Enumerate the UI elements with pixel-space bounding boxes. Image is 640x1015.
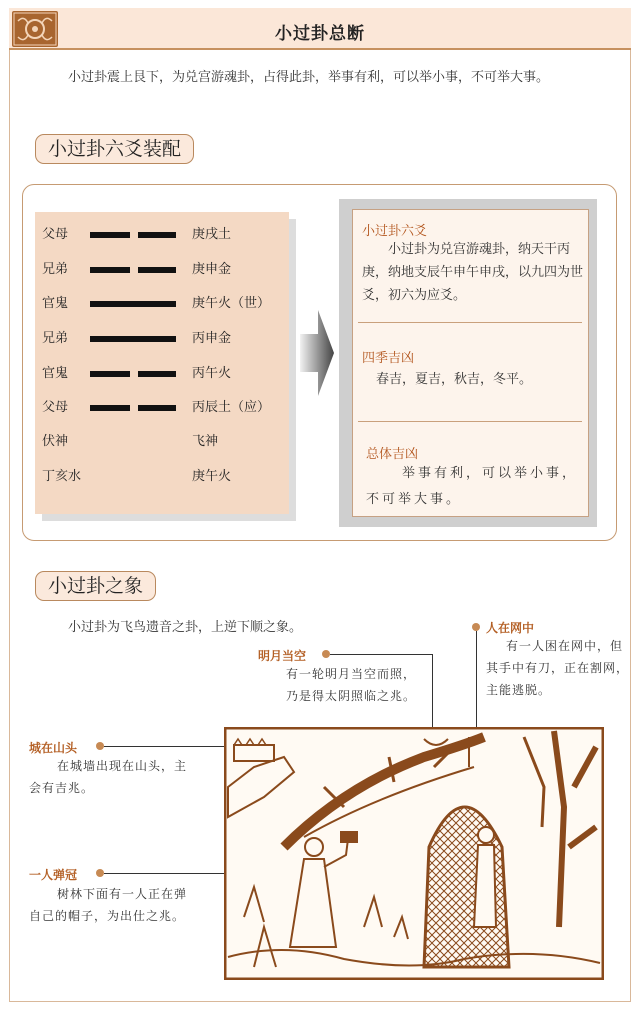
fushen-value: 丁亥水	[42, 469, 82, 484]
intro-paragraph: 小过卦震上艮下，为兑宫游魂卦，占得此卦，举事有利，可以举小事，不可举大事。	[68, 70, 550, 85]
yin-line-right	[138, 232, 176, 238]
yao-branch: 庚午火（世）	[192, 296, 271, 311]
city-callout-title: 城在山头	[29, 741, 78, 755]
divider	[358, 322, 582, 323]
moon-callout-text: 有一轮明月当空而照，乃是得太阴照临之兆。	[286, 667, 417, 703]
yao-relation: 官鬼	[42, 366, 69, 381]
yin-line-right	[138, 267, 176, 273]
yao-relation: 兄弟	[42, 262, 69, 277]
fushen-label: 伏神	[42, 434, 69, 449]
callout-dot	[472, 623, 480, 631]
leader-line	[432, 654, 433, 738]
yang-line	[90, 301, 176, 307]
yao-relation: 父母	[42, 227, 69, 242]
yao-relation: 官鬼	[42, 296, 69, 311]
page-title: 小过卦总断	[275, 24, 365, 44]
callout-dot	[96, 742, 104, 750]
feishen-label: 飞神	[192, 434, 219, 449]
hat-callout-title: 一人弹冠	[29, 868, 78, 882]
callout-dot	[96, 869, 104, 877]
callout-dot	[322, 650, 330, 658]
zongti-title: 总体吉凶	[366, 447, 419, 462]
yao-relation: 父母	[42, 400, 69, 415]
siji-text: 春吉，夏吉，秋吉，冬平。	[376, 372, 533, 387]
yin-line-right	[138, 405, 176, 411]
net-callout-title: 人在网中	[486, 621, 535, 635]
net-callout-text: 有一人困在网中，但其手中有刀，正在割网，主能逃脱。	[486, 639, 630, 697]
yao-row	[35, 224, 289, 246]
yao-branch: 丙申金	[192, 331, 232, 346]
yao-row	[35, 259, 289, 281]
siji-title: 四季吉凶	[362, 351, 415, 366]
yao-branch: 庚戌土	[192, 227, 232, 242]
section-title-liuyao: 小过卦六爻装配	[35, 134, 194, 164]
leader-line	[476, 631, 477, 731]
yin-line-left	[90, 371, 130, 377]
fushen-row	[35, 431, 289, 453]
yao-row	[35, 397, 289, 419]
fushen-value-row	[35, 466, 289, 488]
yin-line-left	[90, 405, 130, 411]
liuyao-text: 小过卦为兑宫游魂卦，纳天干丙庚，纳地支辰午申午申戌，以九四为世爻，初六为应爻。	[362, 242, 584, 303]
yin-line-left	[90, 232, 130, 238]
divider	[358, 421, 582, 422]
yao-branch: 庚申金	[192, 262, 232, 277]
leader-line	[104, 746, 242, 747]
yao-row	[35, 293, 289, 315]
yang-line	[90, 336, 176, 342]
yao-branch: 丙午火	[192, 366, 232, 381]
xiang-description: 小过卦为飞鸟遗音之卦，上逆下顺之象。	[68, 620, 303, 635]
yao-row	[35, 328, 289, 350]
yao-row	[35, 363, 289, 385]
yin-line-right	[138, 371, 176, 377]
leader-line	[330, 654, 432, 655]
hat-callout-text: 树林下面有一人正在弹自己的帽子，为出仕之兆。	[29, 887, 188, 923]
city-callout-text: 在城墙出现在山头，主会有吉兆。	[29, 759, 188, 795]
feishen-value: 庚午火	[192, 469, 232, 484]
yao-relation: 兄弟	[42, 331, 69, 346]
woodcut-illustration	[224, 727, 604, 980]
section-title-xiang: 小过卦之象	[35, 571, 156, 601]
arrow-right-icon	[300, 310, 334, 396]
yin-line-left	[90, 267, 130, 273]
yao-branch: 丙辰土（应）	[192, 400, 271, 415]
liuyao-title: 小过卦六爻	[362, 224, 428, 239]
moon-callout-title: 明月当空	[258, 649, 307, 663]
zongti-text: 举事有利，可以举小事，不可举大事。	[366, 466, 579, 507]
